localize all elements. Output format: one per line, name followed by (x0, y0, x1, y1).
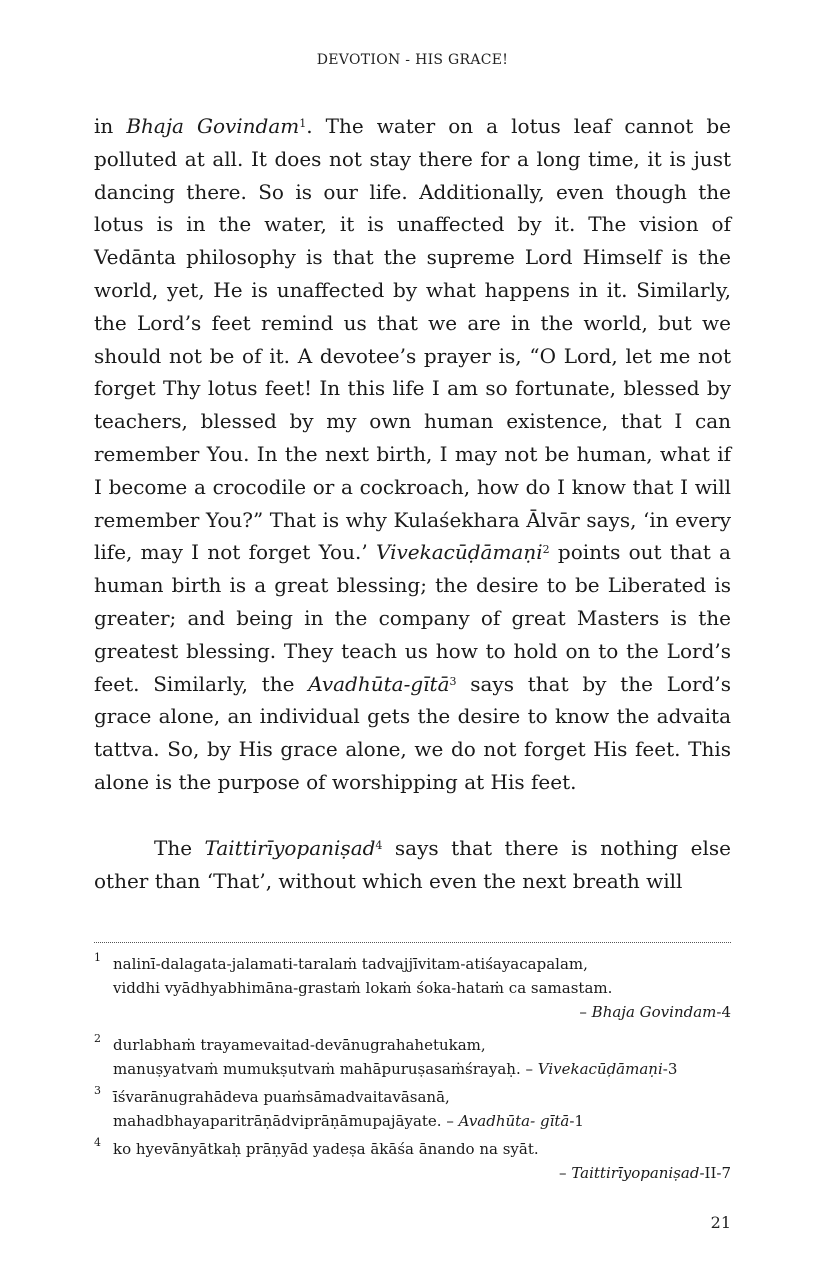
footnote-1 (94, 952, 731, 1024)
footnote-ref-2[interactable]: 2 (542, 543, 550, 557)
footnote-source: Vivekacūḍāmaṇi (537, 1060, 663, 1078)
footnote-line: viddhi vyādhyabhimāna-grastaṁ lokaṁ śoka-hataṁ ca samastam. (113, 979, 613, 997)
footnote-line: ko hyevānyātkaḥ prāṇyād yadeṣa ākāśa ānando na syāt. (113, 1140, 539, 1158)
footnote-ref-4[interactable]: 4 (375, 838, 383, 852)
paragraph-1: in Bhaja Govindam$^1$. The water on a lotus leaf cannot be polluted at all. It does not stay there for a long time, it is just dancing there. So is our life. Additionally, even though the lotus is in the water, it is unaffected by it. The vision of Vedānta philosophy is that the supreme Lord Himself is the world, yet, He is unaffected by what happens in it. Similarly, the Lord’s feet remind us that we are in the world, but we should not be of it. A devotee’s prayer is, “O Lord, let me not forget Thy lotus feet! In this life I am so fortunate, blessed by teachers, blessed by my own human existence, that I can remember You. In the next birth, I may not be human, what if I become a crocodile or a cockroach, how do I know that I will remember You?” That is why Kulaśekhara Ālvār says, ‘in every life, may I not forget You.’ Vivekacūḍāmaṇi$^2$ points out that a human birth is a great blessing; the desire to be Liberated is greater; and being in the company of great Masters is the greatest blessing. They teach us how to hold on to the Lord’s feet. Similarly, the Avadhūta-gītā$^3$ says that by the Lord’s grace alone, an individual gets the desire to know the advaita tattva. So, by His grace alone, we do not forget His feet. This alone is the purpose of worshipping at His feet. (94, 114, 732, 794)
footnote-line: īśvarānugrahādeva puaṁsāmadvaitavāsanā, (113, 1088, 450, 1106)
footnote-4 (94, 1137, 731, 1185)
body-text (94, 110, 731, 897)
footnote-ref-3[interactable]: 3 (449, 674, 457, 688)
footnote-3 (94, 1085, 731, 1133)
footnote-source: Avadhūta- gītā (458, 1112, 570, 1130)
title-taittiriyopanisad: Taittirīyopaniṣad (204, 835, 376, 860)
page-number: 21 (710, 1213, 731, 1232)
title-bhaja-govindam: Bhaja Govindam (126, 114, 300, 138)
footnote-line: nalinī-dalagata-jalamati-taralaṁ tadvajjīvitam-atiśayacapalam, (113, 955, 588, 973)
footnote-source: – Bhaja Govindam-4 (579, 1003, 731, 1021)
footnote-ref-1[interactable]: 1 (299, 117, 307, 130)
title-vivekacudamani: Vivekacūḍāmaṇi (375, 540, 543, 565)
footnote-line: manuṣyatvaṁ mumukṣutvaṁ mahāpuruṣasaṁśrayaḥ. – Vivekacūḍāmaṇi-3 (113, 1060, 678, 1078)
footnotes (94, 952, 731, 1185)
title-avadhuta-gita: Avadhūta-gītā (308, 671, 450, 696)
footnote-number: 2 (94, 1032, 101, 1045)
footnote-divider (94, 942, 731, 943)
footnote-number: 3 (94, 1084, 101, 1097)
footnote-line: mahadbhayaparitrāṇādviprāṇāmupajāyate. – Avadhūta- gītā-1 (113, 1112, 584, 1130)
footnote-number: 4 (94, 1136, 101, 1149)
footnote-line: durlabhaṁ trayamevaitad-devānugrahahetukam, (113, 1036, 486, 1054)
footnote-source: – Taittirīyopaniṣad-II-7 (559, 1164, 731, 1182)
running-head: DEVOTION - HIS GRACE! (316, 52, 509, 68)
footnote-number: 1 (94, 951, 101, 964)
footnote-2 (94, 1033, 731, 1081)
paragraph-2: The Taittirīyopaniṣad$^4$ says that there is nothing else other than ‘That’, without which even the next breath will (94, 835, 731, 893)
